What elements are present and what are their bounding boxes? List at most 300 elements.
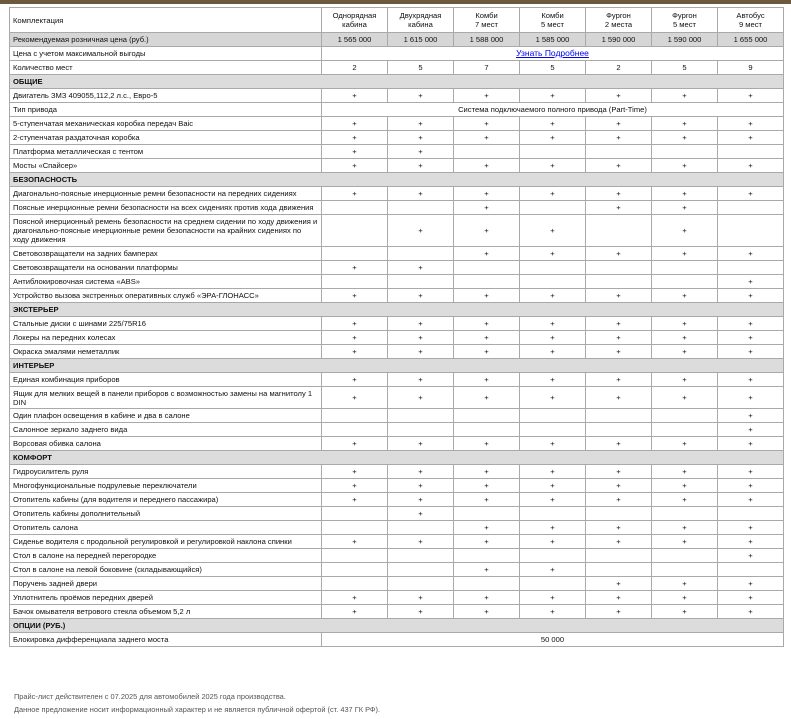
feature-row (10, 373, 784, 387)
feature-value-cell: + (520, 89, 586, 103)
feature-value-cell (586, 507, 652, 521)
feature-value-cell (388, 521, 454, 535)
feature-label: Платформа металлическая с тентом (10, 145, 322, 159)
feature-value-cell (520, 507, 586, 521)
section-header-row (10, 451, 784, 465)
feature-value-cell (586, 215, 652, 247)
feature-value-cell: + (520, 521, 586, 535)
feature-value-cell: + (652, 159, 718, 173)
feature-value-cell: + (718, 493, 784, 507)
feature-value-cell (322, 215, 388, 247)
header-col-single-cab: Однорядная кабина (322, 8, 388, 33)
section-title: ОПЦИИ (РУБ.) (10, 619, 784, 633)
feature-value-cell: + (718, 409, 784, 423)
feature-value-cell: + (718, 591, 784, 605)
feature-value-cell: + (586, 89, 652, 103)
price-cell: 1 588 000 (454, 33, 520, 47)
feature-label: Гидроусилитель руля (10, 465, 322, 479)
feature-value-cell (520, 577, 586, 591)
feature-value-cell: + (520, 605, 586, 619)
feature-value-cell: + (322, 89, 388, 103)
feature-label: Бачок омывателя ветрового стекла объемом 5,2 л (10, 605, 322, 619)
feature-value-cell (388, 577, 454, 591)
seats-cell: 5 (652, 61, 718, 75)
feature-value-cell: + (322, 131, 388, 145)
feature-value-cell: + (586, 201, 652, 215)
feature-value-cell: + (718, 387, 784, 409)
feature-value-cell (520, 409, 586, 423)
feature-value-cell (388, 563, 454, 577)
price-cell: 1 565 000 (322, 33, 388, 47)
feature-label: Поручень задней двери (10, 577, 322, 591)
feature-value-cell: + (652, 201, 718, 215)
feature-row (10, 605, 784, 619)
feature-value-cell: + (388, 605, 454, 619)
feature-value-cell: + (388, 159, 454, 173)
feature-value-cell (718, 145, 784, 159)
feature-value-cell: + (652, 289, 718, 303)
feature-value-cell (718, 215, 784, 247)
feature-row (10, 89, 784, 103)
section-title: БЕЗОПАСНОСТЬ (10, 173, 784, 187)
feature-value-cell: + (388, 131, 454, 145)
feature-value-cell: + (322, 437, 388, 451)
feature-label: Локеры на передних колесах (10, 331, 322, 345)
feature-value-cell: + (586, 373, 652, 387)
feature-value-cell (586, 549, 652, 563)
feature-value-cell (652, 549, 718, 563)
feature-value-cell (520, 423, 586, 437)
feature-value-cell (322, 409, 388, 423)
feature-label: Стол в салоне на передней перегородке (10, 549, 322, 563)
feature-value-cell (322, 423, 388, 437)
feature-value-cell: + (454, 159, 520, 173)
feature-value-cell: + (388, 89, 454, 103)
feature-value-cell (652, 507, 718, 521)
feature-value-cell: + (454, 317, 520, 331)
feature-value-cell (454, 261, 520, 275)
feature-value-cell: + (718, 437, 784, 451)
section-header-row (10, 303, 784, 317)
feature-value-cell: + (586, 465, 652, 479)
feature-value-cell (520, 145, 586, 159)
feature-value-cell (586, 423, 652, 437)
feature-value-cell: + (322, 493, 388, 507)
feature-value-cell: + (718, 187, 784, 201)
feature-value-cell (520, 549, 586, 563)
feature-value-cell (322, 577, 388, 591)
feature-value-cell: + (718, 479, 784, 493)
feature-row (10, 261, 784, 275)
feature-row (10, 201, 784, 215)
feature-label: Поясной инерционный ремень безопасности на среднем сидении по ходу движения и диагонально-поясные инерционные ремни безопасности на крайних сидениях по ходу движения (10, 215, 322, 247)
feature-value-cell: + (652, 117, 718, 131)
feature-value-cell (652, 261, 718, 275)
feature-row (10, 159, 784, 173)
feature-value-cell: + (652, 89, 718, 103)
feature-value-cell: + (388, 479, 454, 493)
feature-row (10, 437, 784, 451)
feature-value-cell: + (454, 493, 520, 507)
best-price-cell (322, 47, 784, 61)
feature-value-cell: + (718, 549, 784, 563)
feature-span-value: Система подключаемого полного привода (Part-Time) (322, 103, 784, 117)
feature-value-cell: + (454, 247, 520, 261)
header-col-kombi-7: Комби 7 мест (454, 8, 520, 33)
feature-label: Отопитель кабины дополнительный (10, 507, 322, 521)
feature-value-cell: + (718, 117, 784, 131)
feature-value-cell: + (718, 465, 784, 479)
feature-value-cell (454, 577, 520, 591)
feature-value-cell (322, 201, 388, 215)
feature-value-cell: + (322, 373, 388, 387)
feature-value-cell: + (322, 331, 388, 345)
feature-value-cell: + (718, 373, 784, 387)
feature-value-cell: + (322, 159, 388, 173)
feature-value-cell: + (454, 89, 520, 103)
feature-label: Единая комбинация приборов (10, 373, 322, 387)
best-price-row (10, 47, 784, 61)
feature-value-cell (454, 145, 520, 159)
section-header-row (10, 75, 784, 89)
feature-row (10, 521, 784, 535)
feature-value-cell: + (322, 387, 388, 409)
feature-label: Стол в салоне на левой боковине (складывающийся) (10, 563, 322, 577)
feature-value-cell: + (454, 465, 520, 479)
feature-value-cell: + (652, 479, 718, 493)
feature-value-cell (586, 409, 652, 423)
feature-value-cell (322, 275, 388, 289)
feature-value-cell (652, 145, 718, 159)
feature-value-cell: + (454, 215, 520, 247)
feature-value-cell: + (652, 215, 718, 247)
feature-value-cell: + (388, 331, 454, 345)
feature-value-cell: + (652, 187, 718, 201)
feature-value-cell: + (718, 317, 784, 331)
feature-label: Поясные инерционные ремни безопасности на всех сидениях против хода движения (10, 201, 322, 215)
table-header-row (10, 8, 784, 33)
feature-value-cell: + (388, 289, 454, 303)
feature-row (10, 187, 784, 201)
feature-value-cell: + (454, 479, 520, 493)
feature-value-cell: + (718, 275, 784, 289)
price-cell: 1 615 000 (388, 33, 454, 47)
feature-span-value: 50 000 (322, 633, 784, 647)
feature-value-cell: + (454, 187, 520, 201)
feature-value-cell: + (388, 507, 454, 521)
feature-value-cell: + (520, 479, 586, 493)
feature-value-cell: + (586, 131, 652, 145)
feature-value-cell: + (322, 535, 388, 549)
feature-value-cell: + (520, 331, 586, 345)
feature-label: Салонное зеркало заднего вида (10, 423, 322, 437)
feature-label: Блокировка дифференциала заднего моста (10, 633, 322, 647)
feature-value-cell: + (322, 479, 388, 493)
feature-value-cell: + (652, 317, 718, 331)
feature-value-cell: + (388, 387, 454, 409)
feature-label: Уплотнитель проёмов передних дверей (10, 591, 322, 605)
feature-value-cell: + (718, 331, 784, 345)
price-cell: 1 590 000 (652, 33, 718, 47)
feature-label: Ворсовая обивка салона (10, 437, 322, 451)
feature-value-cell: + (652, 535, 718, 549)
feature-value-cell: + (322, 465, 388, 479)
feature-value-cell (322, 563, 388, 577)
feature-value-cell: + (454, 591, 520, 605)
feature-value-cell: + (520, 159, 586, 173)
feature-value-cell: + (388, 317, 454, 331)
feature-value-cell: + (718, 159, 784, 173)
feature-value-cell: + (520, 131, 586, 145)
feature-row (10, 387, 784, 409)
header-col-double-cab: Двухрядная кабина (388, 8, 454, 33)
feature-label: Ящик для мелких вещей в панели приборов с возможностью замены на магнитолу 1 DIN (10, 387, 322, 409)
feature-value-cell: + (652, 521, 718, 535)
feature-label: Антиблокировочная система «ABS» (10, 275, 322, 289)
feature-value-cell: + (586, 437, 652, 451)
feature-value-cell: + (520, 591, 586, 605)
equipment-price-table (9, 7, 784, 647)
header-col-van-2: Фургон 2 места (586, 8, 652, 33)
feature-value-cell: + (586, 247, 652, 261)
feature-value-cell: + (520, 493, 586, 507)
section-title: КОМФОРТ (10, 451, 784, 465)
section-title: ИНТЕРЬЕР (10, 359, 784, 373)
section-title: ОБЩИЕ (10, 75, 784, 89)
feature-value-cell (718, 261, 784, 275)
feature-value-cell: + (586, 289, 652, 303)
feature-value-cell: + (586, 591, 652, 605)
feature-value-cell: + (652, 373, 718, 387)
feature-row (10, 331, 784, 345)
feature-value-cell: + (388, 261, 454, 275)
feature-row (10, 215, 784, 247)
feature-value-cell: + (652, 131, 718, 145)
feature-row (10, 507, 784, 521)
feature-value-cell: + (454, 605, 520, 619)
feature-value-cell (652, 423, 718, 437)
footnote-validity: Прайс-лист действителен с 07.2025 для автомобилей 2025 года производства. (14, 692, 286, 701)
feature-value-cell: + (388, 437, 454, 451)
feature-row (10, 289, 784, 303)
feature-label: Сиденье водителя с продольной регулировкой и регулировкой наклона спинки (10, 535, 322, 549)
feature-value-cell (388, 201, 454, 215)
top-decorative-strip (0, 0, 791, 4)
feature-row (10, 145, 784, 159)
feature-value-cell: + (520, 437, 586, 451)
seats-cell: 2 (322, 61, 388, 75)
feature-value-cell: + (322, 289, 388, 303)
feature-value-cell (586, 261, 652, 275)
seats-row-label: Количество мест (10, 61, 322, 75)
feature-value-cell: + (388, 535, 454, 549)
section-header-row (10, 359, 784, 373)
footnote-disclaimer: Данное предложение носит информационный характер и не является публичной офертой (ст. 437 ГК РФ). (14, 705, 381, 714)
feature-value-cell (586, 563, 652, 577)
feature-value-cell: + (388, 215, 454, 247)
feature-value-cell: + (652, 577, 718, 591)
feature-value-cell: + (454, 289, 520, 303)
feature-value-cell (718, 507, 784, 521)
feature-value-cell: + (520, 215, 586, 247)
feature-value-cell: + (322, 145, 388, 159)
feature-value-cell: + (454, 131, 520, 145)
header-col-kombi-5: Комби 5 мест (520, 8, 586, 33)
feature-value-cell: + (454, 117, 520, 131)
feature-label: 2-ступенчатая раздаточная коробка (10, 131, 322, 145)
feature-row (10, 577, 784, 591)
feature-value-cell: + (322, 261, 388, 275)
price-cell: 1 590 000 (586, 33, 652, 47)
feature-value-cell (520, 261, 586, 275)
feature-label: Световозвращатели на задних бамперах (10, 247, 322, 261)
feature-value-cell (454, 423, 520, 437)
header-row-label: Комплектация (10, 8, 322, 33)
feature-row (10, 131, 784, 145)
seats-cell: 5 (520, 61, 586, 75)
feature-value-cell: + (520, 345, 586, 359)
feature-value-cell: + (586, 535, 652, 549)
section-header-row (10, 173, 784, 187)
feature-value-cell: + (586, 387, 652, 409)
feature-label: 5-ступенчатая механическая коробка передач Baic (10, 117, 322, 131)
feature-value-cell: + (718, 345, 784, 359)
price-cell: 1 585 000 (520, 33, 586, 47)
feature-value-cell: + (454, 387, 520, 409)
feature-value-cell (322, 521, 388, 535)
feature-value-cell: + (520, 187, 586, 201)
feature-value-cell (454, 409, 520, 423)
feature-value-cell (388, 275, 454, 289)
feature-row (10, 633, 784, 647)
feature-value-cell: + (520, 387, 586, 409)
feature-row (10, 409, 784, 423)
feature-value-cell (322, 247, 388, 261)
feature-label: Диагонально-поясные инерционные ремни безопасности на передних сидениях (10, 187, 322, 201)
price-cell: 1 655 000 (718, 33, 784, 47)
feature-label: Один плафон освещения в кабине и два в салоне (10, 409, 322, 423)
feature-row (10, 479, 784, 493)
feature-value-cell: + (652, 591, 718, 605)
feature-label: Отопитель салона (10, 521, 322, 535)
feature-value-cell: + (718, 521, 784, 535)
seats-row (10, 61, 784, 75)
feature-value-cell: + (586, 317, 652, 331)
feature-value-cell: + (454, 331, 520, 345)
feature-value-cell: + (388, 591, 454, 605)
feature-value-cell: + (454, 345, 520, 359)
feature-value-cell (718, 201, 784, 215)
feature-value-cell (322, 507, 388, 521)
seats-cell: 2 (586, 61, 652, 75)
feature-value-cell: + (652, 437, 718, 451)
price-row (10, 33, 784, 47)
feature-value-cell: + (652, 387, 718, 409)
feature-value-cell (388, 423, 454, 437)
feature-row (10, 103, 784, 117)
feature-value-cell (388, 549, 454, 563)
feature-value-cell: + (586, 577, 652, 591)
feature-value-cell: + (388, 117, 454, 131)
feature-label: Окраска эмалями неметаллик (10, 345, 322, 359)
feature-value-cell: + (718, 89, 784, 103)
best-price-label: Цена с учетом максимальной выгоды (10, 47, 322, 61)
feature-value-cell: + (520, 465, 586, 479)
feature-value-cell: + (454, 521, 520, 535)
feature-value-cell: + (322, 117, 388, 131)
feature-value-cell: + (586, 345, 652, 359)
feature-value-cell: + (322, 187, 388, 201)
feature-value-cell: + (388, 373, 454, 387)
feature-value-cell: + (586, 331, 652, 345)
seats-cell: 9 (718, 61, 784, 75)
feature-value-cell (652, 275, 718, 289)
feature-row (10, 563, 784, 577)
feature-value-cell: + (652, 331, 718, 345)
feature-value-cell: + (388, 493, 454, 507)
feature-row (10, 493, 784, 507)
feature-value-cell: + (586, 493, 652, 507)
feature-value-cell: + (652, 465, 718, 479)
feature-label: Многофункциональные подрулевые переключатели (10, 479, 322, 493)
feature-value-cell: + (520, 247, 586, 261)
feature-value-cell (454, 275, 520, 289)
feature-label: Двигатель ЗМЗ 409055,112,2 л.с., Евро-5 (10, 89, 322, 103)
feature-value-cell: + (652, 605, 718, 619)
feature-row (10, 591, 784, 605)
feature-value-cell: + (718, 247, 784, 261)
feature-label: Отопитель кабины (для водителя и переднего пассажира) (10, 493, 322, 507)
seats-cell: 5 (388, 61, 454, 75)
feature-value-cell: + (454, 437, 520, 451)
feature-value-cell (454, 507, 520, 521)
header-col-van-5: Фургон 5 мест (652, 8, 718, 33)
feature-value-cell: + (454, 201, 520, 215)
feature-label: Устройство вызова экстренных оперативных служб «ЭРА-ГЛОНАСС» (10, 289, 322, 303)
feature-value-cell: + (454, 373, 520, 387)
feature-value-cell: + (388, 145, 454, 159)
feature-row (10, 117, 784, 131)
feature-value-cell (520, 275, 586, 289)
feature-value-cell: + (718, 131, 784, 145)
feature-value-cell (454, 549, 520, 563)
feature-row (10, 423, 784, 437)
feature-label: Световозвращатели на основании платформы (10, 261, 322, 275)
feature-value-cell: + (322, 345, 388, 359)
feature-row (10, 247, 784, 261)
feature-value-cell: + (586, 605, 652, 619)
feature-value-cell: + (586, 479, 652, 493)
feature-value-cell: + (322, 317, 388, 331)
feature-value-cell (718, 563, 784, 577)
feature-row (10, 465, 784, 479)
learn-more-link[interactable]: Узнать Подробнее (516, 48, 589, 58)
feature-value-cell: + (322, 605, 388, 619)
feature-value-cell: + (388, 345, 454, 359)
feature-value-cell: + (388, 465, 454, 479)
feature-value-cell: + (520, 373, 586, 387)
feature-value-cell (652, 409, 718, 423)
feature-row (10, 317, 784, 331)
feature-label: Стальные диски с шинами 225/75R16 (10, 317, 322, 331)
feature-value-cell: + (652, 493, 718, 507)
feature-row (10, 535, 784, 549)
section-header-row (10, 619, 784, 633)
feature-label: Мосты «Спайсер» (10, 159, 322, 173)
section-title: ЭКСТЕРЬЕР (10, 303, 784, 317)
feature-value-cell (586, 275, 652, 289)
feature-value-cell: + (520, 289, 586, 303)
